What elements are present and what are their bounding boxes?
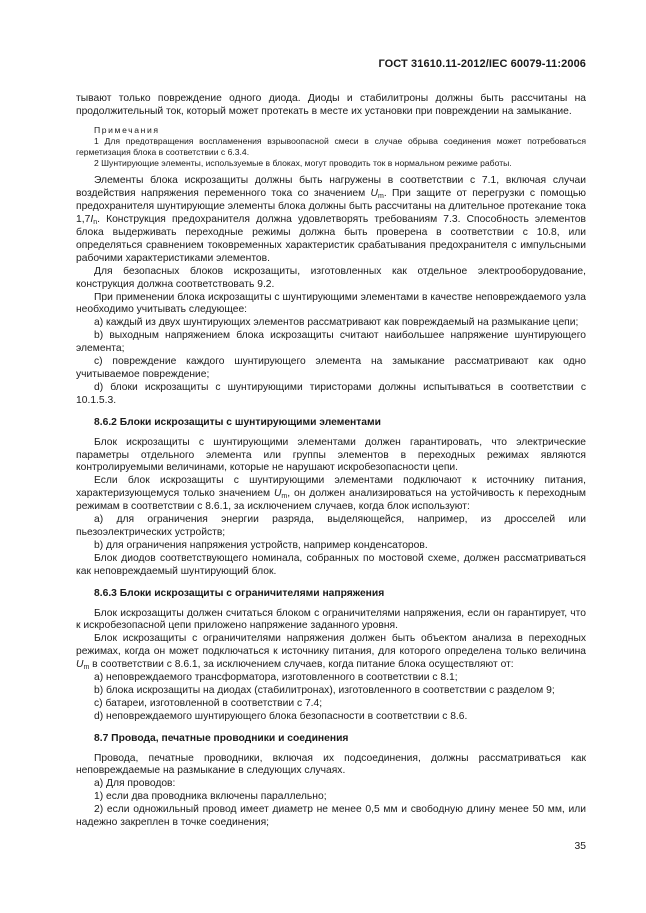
s87-item-1: 1) если два проводника включены параллельно;	[94, 791, 327, 803]
s862-paragraph-3: Блок диодов соответствующего номинала, собранных по мостовой схеме, должен рассматриваться как неповреждаемый шунтирующий блок.	[76, 552, 586, 577]
list-item-b: b) выходным напряжением блока искрозащиты считают наибольшее напряжение шунтирующего элемента;	[76, 330, 586, 355]
s863-paragraph-1: Блок искрозащиты должен считаться блоком с ограничителями напряжения, если он гарантирует, что к искробезопасной цепи приложено напряжение заданного уровня.	[76, 607, 586, 632]
s87-item-a: а) Для проводов:	[94, 778, 176, 790]
list-item-d: d) блоки искрозащиты с шунтирующими тиристорами должны испытываться в соответствии с 10.1.5.3.	[76, 381, 586, 406]
page-number: 35	[574, 841, 586, 852]
section-heading-8-6-3: 8.6.3 Блоки искрозащиты с ограничителями напряжения	[94, 587, 385, 599]
section-heading-8-7: 8.7 Провода, печатные проводники и соединения	[94, 732, 349, 744]
s87-paragraph-1: Провода, печатные проводники, включая их подсоединения, должны рассматриваться как неповреждаемые на размыкание в следующих случаях.	[76, 752, 586, 777]
section-heading-8-6-2: 8.6.2 Блоки искрозащиты с шунтирующими элементами	[94, 416, 381, 428]
s863-list-item-b: b) блока искрозащиты на диодах (стабилитронах), изготовленного в соответствии с разделом 9;	[94, 684, 555, 696]
s87-item-2: 2) если одножильный провод имеет диаметр не менее 0,5 мм и свободную длину менее 50 мм, или надежно закреплен в точке соединения;	[76, 804, 586, 829]
list-item-c: c) повреждение каждого шунтирующего элемента на замыкание рассматривают как одно учитываемое повреждение;	[76, 356, 586, 381]
note-2: 2 Шунтирующие элементы, используемые в блоках, могут проводить ток в нормальном режиме работы.	[94, 158, 512, 169]
s863-list-item-c: c) батареи, изготовленной в соответствии с 7.4;	[94, 697, 323, 709]
s862-list-item-a: a) для ограничения энергии разряда, выделяющейся, например, из дросселей или пьезоэлектрических устройств;	[76, 514, 586, 538]
list-item-a: a) каждый из двух шунтирующих элементов рассматривают как повреждаемый на размыкание цепи;	[94, 317, 579, 329]
s863-paragraph-2: Блок искрозащиты с ограничителями напряжения должен быть объектом анализа в переходных режимах, когда он может подключаться к источнику питания, для которого определена только величина $U_m$ в соответствии с 8.6.1, за исключением случаев, когда питание блока осуществляют от:	[76, 633, 586, 672]
note-1: 1 Для предотвращения воспламенения взрывоопасной смеси в случае обрыва соединения может потребоваться герметизация блока в соответствии с 6.3.4.	[76, 135, 586, 158]
s863-list-item-a: a) неповреждаемого трансформатора, изготовленного в соответствии с 8.1;	[94, 672, 458, 684]
paragraph-elements-load: Элементы блока искрозащиты должны быть нагружены в соответствии с 7.1, включая случаи воздействия напряжения переменного тока со значением $U_m$. При защите от перегрузки с помощью предохранителя шунтирующие элементы блока должны быть рассчитаны на длительное протекание тока $1,7I_n$. Конструкция предохранителя должна удовлетворять требованиям 7.3. Способность элементов блока выдерживать переходные режимы должна быть проверена в соответствии с 10.8, или определяться сравнением токовременных характеристик срабатывания предохранителя с импульсными рабочими характеристиками элементов.	[76, 175, 587, 264]
intro-paragraph: тывают только повреждение одного диода. Диоды и стабилитроны должны быть рассчитаны на продолжительный ток, который может протекать в месте их установки при повреждении на замыкание.	[76, 93, 586, 117]
standard-header: ГОСТ 31610.11-2012/IEC 60079-11:2006	[378, 58, 586, 70]
s862-paragraph-2: Если блок искрозащиты с шунтирующими элементами подключают к источнику питания, характеризующемуся только значением $U_m$, он должен анализироваться на устойчивость к переходным режимам в соответствии с 8.6.1, за исключением случаев, когда блок используют:	[76, 475, 586, 513]
s862-paragraph-1: Блок искрозащиты с шунтирующими элементами должен гарантировать, что электрические параметры отдельного элемента или группы элементов в переходных режимах являются контролируемыми величинами, которые не нарушают искробезопасности цепи.	[76, 436, 586, 474]
s863-list-item-d: d) неповреждаемого шунтирующего блока безопасности в соответствии с 8.6.	[94, 710, 468, 722]
paragraph-safe-blocks: Для безопасных блоков искрозащиты, изготовленных как отдельное электрооборудование, конструкция должна соответствовать 9.2.	[76, 265, 586, 290]
notes-title: Примечания	[94, 124, 160, 135]
page-content	[76, 93, 586, 830]
s862-list-item-b: b) для ограничения напряжения устройств, например конденсаторов.	[94, 539, 428, 551]
paragraph-shunt-usage: При применении блока искрозащиты с шунтирующими элементами в качестве неповреждаемого узла необходимо учитывать следующее:	[76, 291, 586, 316]
